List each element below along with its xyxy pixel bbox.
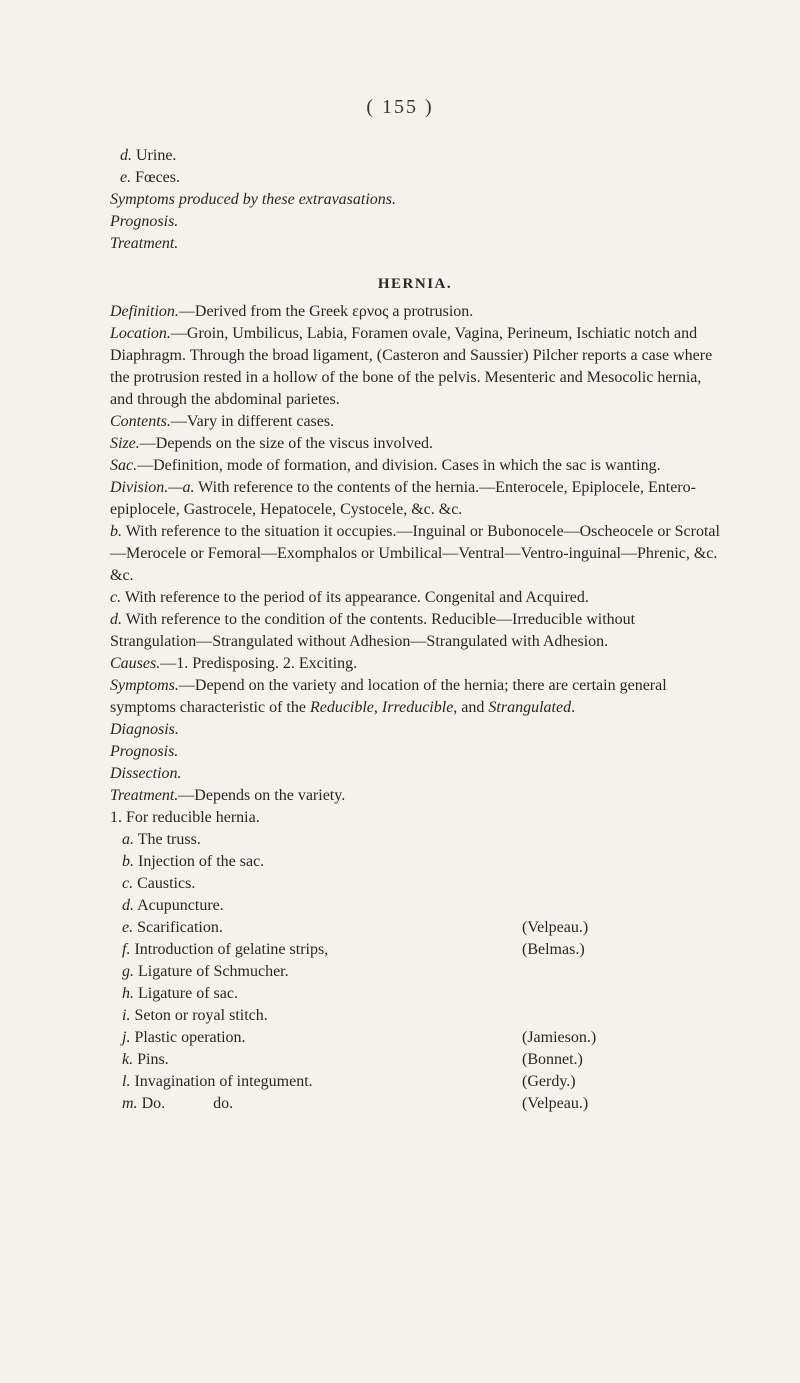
section-title: HERNIA. xyxy=(377,276,453,292)
treatment-item-description: Invagination of integument. xyxy=(134,1073,313,1090)
treatment-item-label: m. xyxy=(122,1095,138,1112)
division-a-label: —a. xyxy=(168,479,195,496)
treatment-item-author: (Gerdy.) xyxy=(522,1073,576,1090)
division-c-paragraph xyxy=(110,587,720,609)
treatment-item-text xyxy=(110,983,238,1005)
treatment-item xyxy=(110,873,720,895)
treatment-item-description: Ligature of sac. xyxy=(138,985,238,1002)
size-text: —Depends on the size of the viscus involved. xyxy=(139,435,434,452)
treatment-item xyxy=(110,917,720,939)
sac-text: —Definition, mode of formation, and division. Cases in which the sac is wanting. xyxy=(137,457,661,474)
size-label: Size. xyxy=(110,435,140,452)
treatment-item xyxy=(110,983,720,1005)
treatment-item-label: k. xyxy=(122,1051,134,1068)
treatment-item-description: Scarification. xyxy=(137,919,223,936)
list-item xyxy=(110,145,720,167)
treatment-item-description: Pins. xyxy=(137,1051,169,1068)
division-b-paragraph xyxy=(110,521,720,587)
location-label: Location. xyxy=(110,325,171,342)
treatment-item-author: (Belmas.) xyxy=(522,941,585,958)
treatment-item-text xyxy=(110,1027,246,1049)
division-d-text: With reference to the condition of the contents. Reducible—Irreducible without Strangulation—Strangulated without Adhesion—Strangulated with Adhesion. xyxy=(110,611,636,650)
treatment-item-description: Acupuncture. xyxy=(137,897,224,914)
treatment-item-text xyxy=(110,895,224,917)
location-paragraph xyxy=(110,323,720,411)
treatment-item xyxy=(110,1005,720,1027)
causes-label: Causes. xyxy=(110,655,161,672)
division-a-paragraph xyxy=(110,477,720,521)
treatment-item-text xyxy=(110,873,195,895)
treatment-item-author: (Bonnet.) xyxy=(522,1051,583,1068)
treatment-label: Treatment. xyxy=(110,787,179,804)
treatment-item xyxy=(110,829,720,851)
subheading-symptoms: Symptoms produced by these extravasations. xyxy=(110,191,397,208)
sac-paragraph xyxy=(110,455,720,477)
division-b-text: With reference to the situation it occupies.—Inguinal or Bubonocele—Oscheocele or Scrotal—Merocele or Femoral—Exomphalos or Umbilical—Ventral—Ventro-inguinal—Phrenic, &c. &c. xyxy=(110,523,720,584)
treatment-item-description: Introduction of gelatine strips, xyxy=(134,941,329,958)
contents-text: —Vary in different cases. xyxy=(170,413,335,430)
causes-paragraph xyxy=(110,653,720,675)
treatment-item xyxy=(110,1093,720,1115)
symptoms-paragraph xyxy=(110,675,720,719)
symptoms-label: Symptoms. xyxy=(110,677,179,694)
contents-paragraph xyxy=(110,411,720,433)
division-d-paragraph xyxy=(110,609,720,653)
treatment-item xyxy=(110,1027,720,1049)
symptoms-text: —Depend on the variety and location of the hernia; there are certain general symptoms characteristic of the xyxy=(110,677,667,716)
treatment-item-label: a. xyxy=(122,831,134,848)
treatment-item xyxy=(110,939,720,961)
treatment-paragraph xyxy=(110,785,720,807)
treatment-item xyxy=(110,961,720,983)
definition-label: Definition. xyxy=(110,303,179,320)
treatment-item-description: Do. do. xyxy=(141,1095,234,1112)
treatment-item-label: d. xyxy=(122,897,134,914)
treatment-item-label: b. xyxy=(122,853,134,870)
item-text: Urine. xyxy=(136,147,177,164)
treatment-item-label: l. xyxy=(122,1073,131,1090)
division-b-label: b. xyxy=(110,523,122,540)
treatment-item-text xyxy=(110,1093,233,1115)
dissection-heading: Dissection. xyxy=(110,765,182,782)
treatment-item xyxy=(110,851,720,873)
division-label: Division. xyxy=(110,479,169,496)
definition-text: —Derived from the Greek ερνος a protrusion. xyxy=(178,303,474,320)
treatment-item-description: Ligature of Schmucher. xyxy=(138,963,289,980)
division-c-label: c. xyxy=(110,589,122,606)
treatment-item-text xyxy=(110,961,289,983)
page-number: ( 155 ) xyxy=(366,96,434,118)
treatment-item-author: (Velpeau.) xyxy=(522,1095,589,1112)
treatment-text: —Depends on the variety. xyxy=(178,787,346,804)
symptoms-separator: , xyxy=(373,699,382,716)
size-paragraph xyxy=(110,433,720,455)
treatment-item-text xyxy=(110,851,264,873)
treatment-item-author: (Jamieson.) xyxy=(522,1029,597,1046)
treatment-list xyxy=(110,829,720,1115)
item-text: Fœces. xyxy=(135,169,180,186)
treatment-item-label: g. xyxy=(122,963,134,980)
list-item xyxy=(110,167,720,189)
definition-paragraph xyxy=(110,301,720,323)
treatment-item-label: j. xyxy=(122,1029,131,1046)
symptoms-strangulated: Strangulated xyxy=(488,699,572,716)
treatment-item-description: Plastic operation. xyxy=(134,1029,246,1046)
symptoms-and: , and xyxy=(453,699,489,716)
treatment-item xyxy=(110,895,720,917)
treatment-item-author: (Velpeau.) xyxy=(522,919,589,936)
subheading-treatment: Treatment. xyxy=(110,235,179,252)
treatment-item-text xyxy=(110,917,223,939)
diagnosis-heading: Diagnosis. xyxy=(110,721,179,738)
subheading-prognosis: Prognosis. xyxy=(110,213,179,230)
sac-label: Sac. xyxy=(110,457,138,474)
treatment-item xyxy=(110,1071,720,1093)
treatment-item-text xyxy=(110,1049,169,1071)
item-label: d. xyxy=(120,147,132,164)
contents-label: Contents. xyxy=(110,413,171,430)
treatment-item-label: c. xyxy=(122,875,134,892)
treatment-item-text xyxy=(110,1005,268,1027)
page-text xyxy=(110,145,720,1115)
treatment-item-text xyxy=(110,939,328,961)
item-label: e. xyxy=(120,169,132,186)
location-text: —Groin, Umbilicus, Labia, Foramen ovale, Vagina, Perineum, Ischiatic notch and Diaphragm. Through the broad ligament, (Casteron and Saussier) Pilcher reports a case where the protrusion rested in a hollow of the bone of the pelvis. Mesenteric and Mesocolic hernia, and through the abdominal parietes. xyxy=(110,325,713,408)
treatment-item-label: h. xyxy=(122,985,134,1002)
treatment-item-text xyxy=(110,1071,313,1093)
treatment-item xyxy=(110,1049,720,1071)
treatment-item-label: f. xyxy=(122,941,131,958)
treatment-item-label: e. xyxy=(122,919,134,936)
treatment-item-label: i. xyxy=(122,1007,131,1024)
treatment-item-description: Caustics. xyxy=(137,875,196,892)
treatment-item-description: The truss. xyxy=(137,831,201,848)
symptoms-reducible: Reducible xyxy=(309,699,374,716)
division-c-text: With reference to the period of its appearance. Congenital and Acquired. xyxy=(121,589,589,606)
treatment-item-description: Injection of the sac. xyxy=(138,853,265,870)
symptoms-end: . xyxy=(571,699,576,716)
causes-text: —1. Predisposing. 2. Exciting. xyxy=(160,655,358,672)
reducible-heading: 1. For reducible hernia. xyxy=(110,809,260,826)
division-d-label: d. xyxy=(110,611,122,628)
symptoms-irreducible: Irreducible xyxy=(381,699,454,716)
treatment-item-description: Seton or royal stitch. xyxy=(134,1007,268,1024)
prognosis-heading: Prognosis. xyxy=(110,743,179,760)
division-a-text: With reference to the contents of the hernia.—Enterocele, Epiplocele, Entero-epiplocele, Gastrocele, Hepatocele, Cystocele, &c. &c. xyxy=(110,479,696,518)
treatment-item-text xyxy=(110,829,201,851)
